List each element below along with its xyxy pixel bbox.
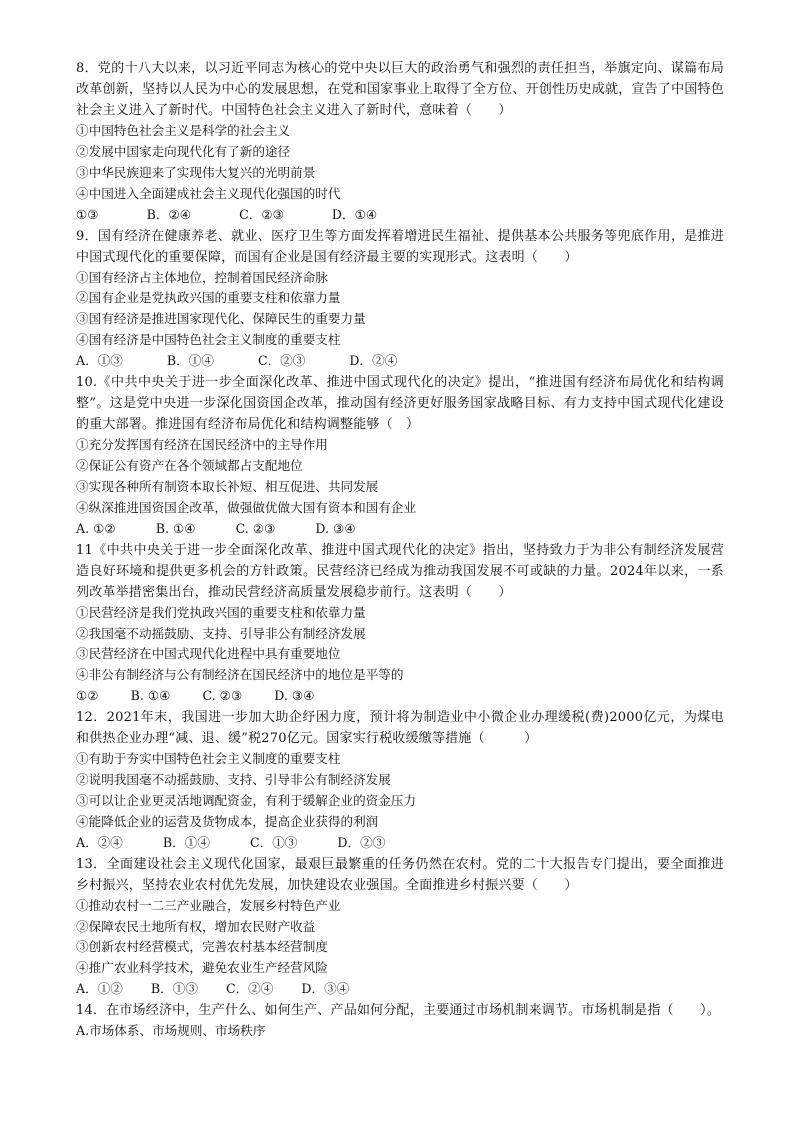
option-a: A.市场体系、市场规则、市场秩序	[76, 1023, 266, 1039]
question-stem: 13．全面建设社会主义现代化国家，最艰巨最繁重的任务仍然在农村。党的二十大报告专门提出，要全面推进乡村振兴，坚持农业农村优先发展，加快建设农业强国。全面推进乡村振兴要（ ）	[76, 856, 724, 893]
option-1: ①国有经济占主体地位，控制着国民经济命脉	[76, 269, 328, 285]
question-stem: 14．在市场经济中，生产什么、如何生产、产品如何分配，主要通过市场机制来调节。市场机制是指（ ）。	[76, 1003, 721, 1019]
answer-choices: A．①③ B．①④ C．②③ D．②④	[76, 353, 398, 369]
option-4: ④推广农业科学技术，避免农业生产经营风险	[76, 960, 328, 976]
question-list	[76, 58, 724, 1042]
option-1: ①充分发挥国有经济在国民经济中的主导作用	[76, 437, 328, 453]
option-1: ①民营经济是我们党执政兴国的重要支柱和依靠力量	[76, 604, 366, 620]
option-2: ②国有企业是党执政兴国的重要支柱和依靠力量	[76, 290, 341, 306]
option-2: ②保障农民土地所有权，增加农民财产收益	[76, 918, 316, 934]
option-1: ①中国特色社会主义是科学的社会主义	[76, 123, 291, 138]
option-1: ①推动农村一二三产业融合，发展乡村特色产业	[76, 897, 341, 913]
question-11	[76, 540, 724, 708]
option-1: ①有助于夯实中国特色社会主义制度的重要支柱	[76, 751, 341, 767]
option-2: ②保证公有资产在各个领域都占支配地位	[76, 457, 303, 473]
question-stem: 9．国有经济在健康养老、就业、医疗卫生等方面发挥着增进民生福祉、提供基本公共服务等兜底作用，是推进中国式现代化的重要保障，而国有企业是国有经济最主要的实现形式。这表明（ ）	[76, 228, 724, 265]
question-stem: 8．党的十八大以来，以习近平同志为核心的党中央以巨大的政治勇气和强烈的责任担当，举旗定向、谋篇布局改革创新，坚持以人民为中心的发展思想，在党和国家事业上取得了全方位、开创性历史成就，宣告了中国特色社会主义进入了新时代。中国特色社会主义进入了新时代，意味着（ ）	[76, 61, 724, 118]
option-4: ④非公有制经济与公有制经济在国民经济中的地位是平等的	[76, 667, 404, 683]
option-2: ②我国毫不动摇鼓励、支持、引导非公有制经济发展	[76, 625, 366, 641]
answer-choices: A．①② B．①③ C．②④ D．③④	[76, 981, 350, 997]
option-4: ④中国进入全面建成社会主义现代化强国的时代	[76, 185, 341, 201]
question-12	[76, 707, 724, 854]
option-4: ④纵深推进国资国企改革，做强做优做大国有资本和国有企业	[76, 499, 417, 515]
option-4: ④能降低企业的运营及货物成本，提高企业获得的利润	[76, 813, 379, 829]
question-13	[76, 854, 724, 1001]
option-3: ③国有经济是推进国家现代化、保障民生的重要力量	[76, 311, 366, 327]
option-3: ③中华民族迎来了实现伟大复兴的光明前景	[76, 164, 316, 180]
option-4: ④国有经济是中国特色社会主义制度的重要支柱	[76, 332, 341, 348]
answer-choices: ①② B. ①④ C. ②③ D. ③④	[76, 688, 315, 704]
option-3: ③民营经济在中国式现代化进程中具有重要地位	[76, 646, 341, 662]
answer-choices: A．②④ B．①④ C．①③ D．②③	[76, 834, 386, 850]
option-2: ②说明我国毫不动摇鼓励、支持、引导非公有制经济发展	[76, 772, 391, 788]
question-stem: 12．2021年末，我国进一步加大助企纾困力度，预计将为制造业中小微企业办理缓税(费)2000亿元，为煤电和供热企业办理“减、退、缓”税270亿元。国家实行税收缓缴等措施（ ）	[76, 710, 724, 747]
answer-choices: ①③ B．②④ C．②③ D．①④	[76, 206, 378, 222]
question-14	[76, 1000, 724, 1042]
question-stem: 11《中共中央关于进一步全面深化改革、推进中国式现代化的决定》指出，坚持致力于为非公有制经济发展营造良好环境和提供更多机会的方针政策。民营经济已经成为推动我国发展不可或缺的力量。2024年以来，一系列改革举措密集出台，推动民营经济高质量发展稳步前行。这表明（ ）	[76, 542, 724, 600]
question-10	[76, 372, 724, 540]
option-3: ③创新农村经营模式，完善农村基本经营制度	[76, 939, 328, 955]
question-9	[76, 226, 724, 373]
option-2: ②发展中国家走向现代化有了新的途径	[76, 143, 291, 159]
option-3: ③可以让企业更灵活地调配资金，有利于缓解企业的资金压力	[76, 792, 417, 808]
option-3: ③实现各种所有制资本取长补短、相互促进、共同发展	[76, 478, 379, 494]
question-8	[76, 58, 724, 226]
question-stem: 10.《中共中央关于进一步全面深化改革、推进中国式现代化的决定》提出，“推进国有经济布局优化和结构调整”。这是党中央进一步深化国资国企改革，推动国有经济更好服务国家战略目标、有力支持中国式现代化建设的重大部署。推进国有经济布局优化和结构调整能够（ ）	[76, 375, 724, 433]
answer-choices: A. ①② B. ①④ C. ②③ D. ③④	[76, 520, 356, 536]
